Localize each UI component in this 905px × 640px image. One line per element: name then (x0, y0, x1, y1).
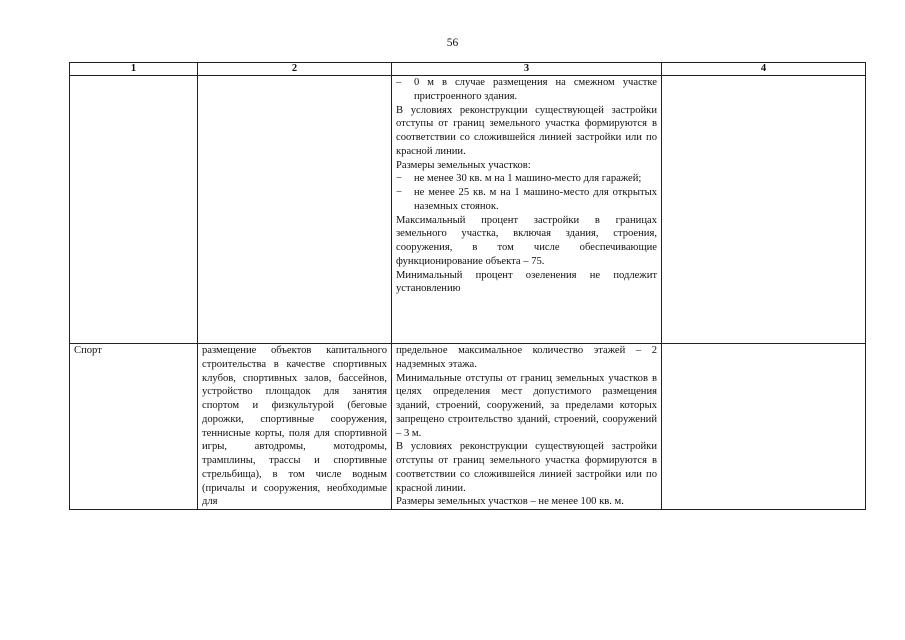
regulations-table (69, 62, 866, 510)
dash-marker: – (396, 77, 402, 88)
list-item-text: 0 м в случае размещения на смежном участке пристроенного здания. (414, 77, 657, 102)
list-item-text: не менее 30 кв. м на 1 машино-место для гаражей; (414, 173, 642, 185)
paragraph: В условиях реконструкции существующей застройки отступы от границ земельного участка формируются в соответствии со сложившейся линией застройки или по красной линии. (396, 441, 657, 494)
header-col-1: 1 (70, 63, 198, 76)
header-col-4: 4 (662, 63, 866, 76)
list-item (396, 76, 657, 104)
paragraph: Размеры земельных участков – не менее 100 кв. м. (396, 496, 624, 508)
table-row (70, 344, 866, 510)
paragraph: Минимальный процент озеленения не подлежит установлению (396, 269, 657, 295)
row2-col4 (662, 344, 866, 510)
row2-col1: Спорт (70, 344, 198, 510)
row1-col1 (70, 76, 198, 344)
row1-col3 (392, 76, 662, 344)
table-header-row (70, 63, 866, 76)
list-item (396, 186, 657, 214)
row1-col2 (198, 76, 392, 344)
list-item-text: не менее 25 кв. м на 1 машино-место для открытых наземных стоянок. (414, 187, 657, 212)
paragraph: Максимальный процент застройки в границах земельного участка, включая здания, строения, сооружения, в том числе обеспечивающие функционирование объекта – 75. (396, 214, 657, 267)
paragraph: предельное максимальное количество этажей – 2 надземных этажа. (396, 345, 657, 370)
paragraph: Размеры земельных участков: (396, 159, 531, 171)
row2-col3 (392, 344, 662, 510)
table-row (70, 76, 866, 344)
page-number: 56 (446, 37, 459, 49)
paragraph: В условиях реконструкции существующей застройки отступы от границ земельного участка формируются в соответствии со сложившейся линией застройки или по красной линии. (396, 104, 657, 157)
paragraph: Минимальные отступы от границ земельных участков в целях определения мест допустимого размещения зданий, строений, сооружений, за пределами которых запрещено строительство зданий, строений, сооружений – 3 м. (396, 372, 657, 439)
header-col-2: 2 (198, 63, 392, 76)
list-item (396, 172, 657, 186)
row1-col4 (662, 76, 866, 344)
dash-marker: − (396, 187, 402, 198)
dash-marker: − (396, 173, 402, 185)
header-col-3: 3 (392, 63, 662, 76)
row2-col2: размещение объектов капитального строительства в качестве спортивных клубов, спортивных залов, бассейнов, устройство площадок для занятия спортом и физкультурой (беговые дорожки, спортивные сооружения, теннисные корты, поля для спортивной игры, автодромы, мотодромы, трамплины, трассы и спортивные стрельбища), в том числе водным (причалы и сооружения, необходимые для (198, 344, 392, 510)
